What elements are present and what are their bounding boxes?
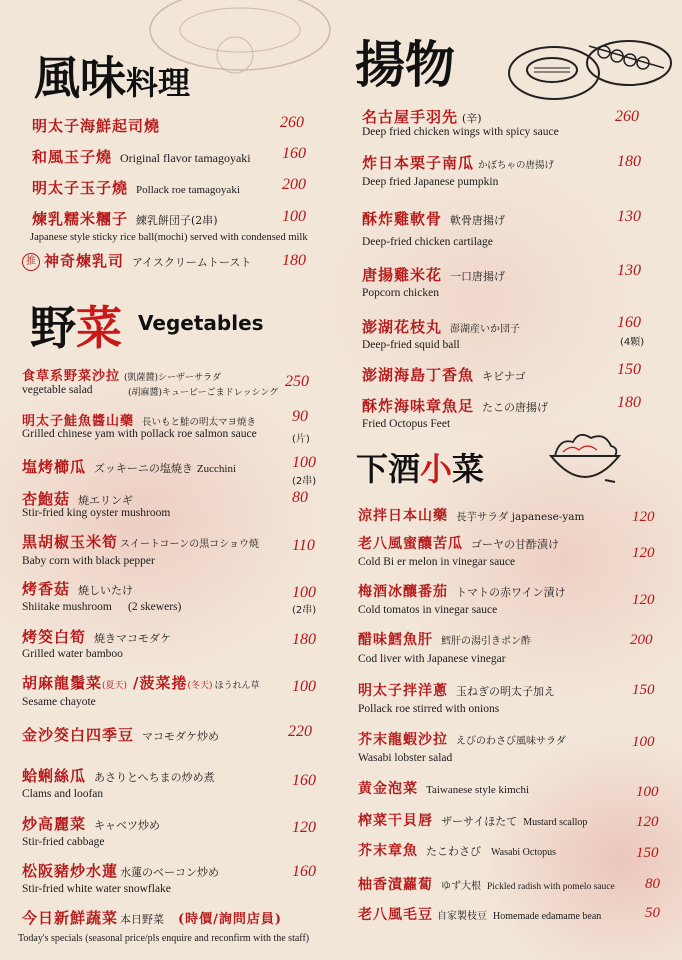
item-en: Japanese style sticky rice ball(mochi) served with condensed milk [30, 232, 308, 243]
item-jp: キビナゴ [482, 370, 526, 383]
heading-xiacai-c: 菜 [452, 450, 485, 488]
xiacai-item [358, 533, 559, 553]
item-name: 烤香菇 [22, 580, 71, 598]
xiacai-item [358, 581, 566, 601]
item-jp: 長芋サラダ japanese-yam [456, 511, 585, 523]
item-name: 神奇煉乳司 [44, 252, 125, 270]
item-name: 梅酒冰釀番茄 [358, 584, 448, 600]
item-en: Cold tomatos in vinegar sauce [358, 604, 498, 616]
item-en: Cod liver with Japanese vinegar [358, 653, 506, 665]
yecai-item [22, 860, 219, 881]
item-price: 260 [615, 108, 639, 125]
item-price: 100 [292, 584, 316, 601]
item-name: 醋味鱈魚肝 [358, 632, 433, 648]
item-tag-2: (冬天) [187, 681, 213, 691]
fuwei-item [22, 250, 251, 271]
item-jp: 水蓮のベーコン炒め [120, 866, 220, 879]
item-note: (2串) [292, 605, 317, 616]
heading-xiacai-b: 小 [420, 450, 453, 488]
item-note-zh: (時價/詢問店員) [178, 912, 283, 927]
item-price: 250 [285, 373, 309, 390]
item-price: 80 [645, 876, 660, 892]
item-price: 200 [630, 632, 653, 648]
item-price: 130 [617, 262, 641, 279]
item-jp: 練乳餅団子(2串) [136, 214, 218, 227]
fuwei-item [32, 146, 251, 167]
xiacai-item [358, 629, 531, 649]
plate-illustration-icon [504, 28, 674, 103]
item-jp-en: Mustard scallop [523, 817, 588, 828]
item-jp: (凱薩醬)シーザーサラダ [124, 373, 221, 383]
yecai-item [22, 724, 219, 745]
item-jp: 軟骨唐揚げ [450, 214, 506, 227]
heading-fuwei-sub: 料理 [126, 64, 191, 102]
yangwu-item [362, 395, 548, 416]
item-en: Baby corn with black pepper [22, 555, 155, 567]
xiacai-item [358, 904, 601, 924]
item-price: 120 [636, 814, 659, 830]
item-name: 蛤蜊絲瓜 [22, 767, 87, 785]
fuwei-item [32, 177, 240, 198]
item-jp: かぼちゃの唐揚げ [478, 160, 555, 171]
item-en: Deep-fried chicken cartilage [362, 236, 493, 248]
heading-yecai [30, 292, 264, 358]
item-price: 80 [292, 489, 308, 506]
heading-yangwu [355, 25, 455, 97]
item-name-2: /菠菜捲 [133, 674, 188, 692]
item-name: 炸日本栗子南瓜 [362, 154, 475, 172]
yangwu-item [362, 364, 526, 385]
item-name: 松阪豬炒水蓮 [22, 862, 119, 880]
yecai-item [22, 456, 236, 477]
yecai-item [22, 365, 221, 384]
item-price: 100 [292, 454, 316, 471]
item-price: 90 [292, 408, 308, 425]
yecai-item [22, 672, 260, 693]
recommend-badge: 推 [22, 253, 40, 271]
item-jp: 焼エリンギ [78, 494, 134, 507]
item-name: 澎湖花枝丸 [362, 318, 443, 336]
item-tag: (辛) [462, 112, 482, 125]
item-price: 150 [636, 845, 659, 861]
item-name: 澎湖海島丁香魚 [362, 366, 475, 384]
item-price: 180 [617, 153, 641, 170]
item-price: 100 [636, 784, 659, 800]
heading-fuwei-main: 風味 [34, 51, 126, 105]
fuwei-item [32, 208, 218, 229]
bowl-illustration-icon [545, 428, 625, 492]
item-price: 160 [292, 863, 316, 880]
yangwu-item [362, 316, 520, 337]
heading-yangwu-a: 揚 [355, 36, 405, 94]
item-name: 黄金泡菜 [358, 781, 418, 797]
item-jp: Pollack roe tamagoyaki [136, 184, 240, 196]
item-name: 烤筊白筍 [22, 628, 87, 646]
item-name: 酥炸海味章魚足 [362, 397, 475, 415]
item-en-2: (2 skewers) [128, 601, 182, 613]
item-price: 110 [292, 537, 315, 554]
item-en: Clams and loofan [22, 788, 104, 800]
item-name: 明太子海鮮起司燒 [32, 117, 161, 135]
item-name: 煉乳糯米糰子 [32, 210, 129, 228]
item-note: (片) [292, 434, 310, 445]
yangwu-item [362, 152, 554, 173]
item-price: 120 [632, 592, 655, 608]
heading-yecai-en: Vegetables [138, 311, 264, 335]
item-price: 100 [282, 208, 306, 225]
item-jp: ゴーヤの甘酢漬け [471, 538, 559, 551]
item-en: Today's specials (seasonal price/pls enquire and reconfirm with the staff) [18, 933, 310, 944]
item-en: Deep fried Japanese pumpkin [362, 176, 499, 188]
item-jp-2: (胡麻醬)キューピーごまドレッシング [128, 388, 279, 398]
xiacai-item [358, 778, 529, 798]
item-jp: たこの唐揚げ [482, 401, 549, 414]
item-name: 酥炸雞軟骨 [362, 210, 443, 228]
item-jp: 焼しいたけ [78, 584, 134, 597]
yangwu-item [362, 264, 505, 285]
xiacai-item [358, 810, 587, 830]
item-name: 老八風毛豆 [358, 907, 433, 923]
item-jp: えびのわさび風味サラダ [456, 736, 566, 747]
xiacai-item [358, 840, 556, 860]
item-price: 150 [632, 682, 655, 698]
item-en: Stir-fried cabbage [22, 836, 105, 848]
item-price: 180 [617, 394, 641, 411]
item-jp: 一口唐揚げ [450, 270, 506, 283]
item-jp: ザーサイほたて [441, 815, 518, 828]
item-jp: ゆず大根 [441, 881, 481, 892]
item-price: 120 [292, 819, 316, 836]
item-name: 黒胡椒玉米筍 [22, 533, 119, 551]
heading-yecai-a: 野 [30, 301, 76, 355]
item-jp-en: Wasabi Octopus [491, 847, 557, 858]
item-jp: スイートコーンの黒コショウ焼 [120, 539, 260, 550]
yecai-item [22, 813, 160, 834]
item-name: 芥末龍蝦沙拉 [358, 732, 448, 748]
item-en: Stir-fried white water snowflake [22, 883, 171, 895]
item-jp: Original flavor tamagoyaki [120, 151, 251, 165]
item-en: Wasabi lobster salad [358, 752, 453, 764]
heading-fuwei [34, 42, 190, 108]
item-note: (4顆) [620, 337, 645, 348]
yecai-item [22, 578, 133, 599]
item-price: 160 [292, 772, 316, 789]
item-name: 炒高麗菜 [22, 815, 87, 833]
item-name: 明太子鮭魚醬山藥 [22, 414, 135, 429]
xiacai-item [358, 874, 615, 894]
item-price: 160 [282, 145, 306, 162]
yecai-item [22, 626, 171, 647]
item-jp: 澎湖産いか団子 [450, 324, 521, 335]
item-name: 今日新鮮蔬菜 [22, 909, 119, 927]
item-jp: Taiwanese style kimchi [426, 784, 530, 796]
xiacai-item [358, 505, 585, 525]
item-en: Grilled water bamboo [22, 648, 123, 660]
item-price: 200 [282, 176, 306, 193]
item-jp: 本日野菜 [120, 913, 165, 926]
fuwei-item [32, 115, 160, 136]
item-en: Popcorn chicken [362, 287, 439, 299]
item-en: Fried Octopus Feet [362, 418, 451, 430]
item-jp: 玉ねぎの明太子加え [456, 685, 555, 698]
item-price: 120 [632, 545, 655, 561]
item-name: 芥末章魚 [358, 843, 418, 859]
item-jp: 鱈肝の湯引きポン酢 [441, 636, 531, 647]
item-jp: たこわさび [426, 845, 481, 858]
item-price: 100 [632, 734, 655, 750]
item-note: (2串) [292, 476, 317, 487]
item-jp: ズッキーニの塩焼き [94, 462, 193, 475]
item-jp: マコモダケ炒め [142, 730, 220, 743]
item-price: 150 [617, 361, 641, 378]
item-name: 食草系野菜沙拉 [22, 369, 121, 384]
heading-xiacai-a: 下酒 [356, 450, 421, 488]
item-jp-en: Pickled radish with pomelo sauce [487, 882, 615, 892]
xiacai-item [358, 680, 555, 700]
item-price: 260 [280, 114, 304, 131]
heading-xiacai [356, 444, 484, 490]
item-name: 老八風蜜釀苦瓜 [358, 536, 463, 552]
item-name: 柚香漬蘿蔔 [358, 877, 433, 893]
item-name: 明太子拌洋蔥 [358, 683, 448, 699]
item-name: 涼拌日本山藥 [358, 508, 448, 524]
item-en: Deep fried chicken wings with spicy sauce [362, 126, 559, 138]
item-jp-en: Homemade edamame bean [493, 911, 602, 922]
yangwu-item [362, 208, 505, 229]
item-price: 180 [292, 631, 316, 648]
item-en: Deep-fried squid ball [362, 339, 460, 351]
item-jp: 長いもと鮭の明太マヨ焼き [142, 417, 257, 428]
item-jp: トマトの赤ワイン漬け [456, 586, 566, 599]
yecai-item [22, 765, 215, 786]
item-name: 榨菜干貝唇 [358, 813, 433, 829]
item-price: 180 [282, 252, 306, 269]
item-en: Stir-fried king oyster mushroom [22, 507, 171, 519]
item-en: Shiitake mushroom [22, 601, 112, 613]
item-name: 胡麻龍鬚菜 [22, 674, 103, 692]
item-price: 130 [617, 208, 641, 225]
item-en: vegetable salad [22, 384, 93, 396]
item-jp: あさりとへちまの炒め煮 [94, 771, 215, 784]
yecai-item [22, 410, 256, 429]
item-price: 220 [288, 723, 312, 740]
item-en: Cold Bi er melon in vinegar sauce [358, 556, 516, 568]
item-price: 50 [645, 905, 660, 921]
yangwu-item [362, 106, 482, 127]
item-price: 120 [632, 509, 655, 525]
yecai-item [22, 531, 259, 552]
heading-yangwu-b: 物 [405, 36, 455, 94]
item-name: 杏鮑菇 [22, 490, 71, 508]
item-en: Grilled chinese yam with pollack roe salmon sauce [22, 428, 257, 440]
item-name: 唐揚雞米花 [362, 266, 443, 284]
yecai-item [22, 907, 282, 928]
item-tag: (夏天) [102, 681, 128, 691]
item-price: 100 [292, 678, 316, 695]
item-name: 明太子玉子燒 [32, 179, 129, 197]
item-jp: 焼きマコモダケ [94, 632, 172, 645]
item-name: 和風玉子燒 [32, 148, 113, 166]
item-jp: キャベツ炒め [94, 819, 161, 832]
item-name: 名古屋手羽先 [362, 108, 459, 126]
item-jp: ほうれん草 [214, 681, 260, 691]
item-en: Sesame chayote [22, 696, 96, 708]
item-jp: 自家製枝豆 [437, 911, 487, 922]
item-name: 塩烤櫛瓜 [22, 458, 87, 476]
item-jp-en: Zucchini [196, 463, 237, 475]
item-jp: アイスクリームトースト [132, 256, 252, 269]
item-name: 金沙筊白四季豆 [22, 726, 135, 744]
item-price: 160 [617, 314, 641, 331]
xiacai-item [358, 729, 566, 749]
yecai-item [22, 488, 133, 509]
heading-yecai-b: 菜 [76, 301, 122, 355]
item-en: Pollack roe stirred with onions [358, 703, 500, 715]
